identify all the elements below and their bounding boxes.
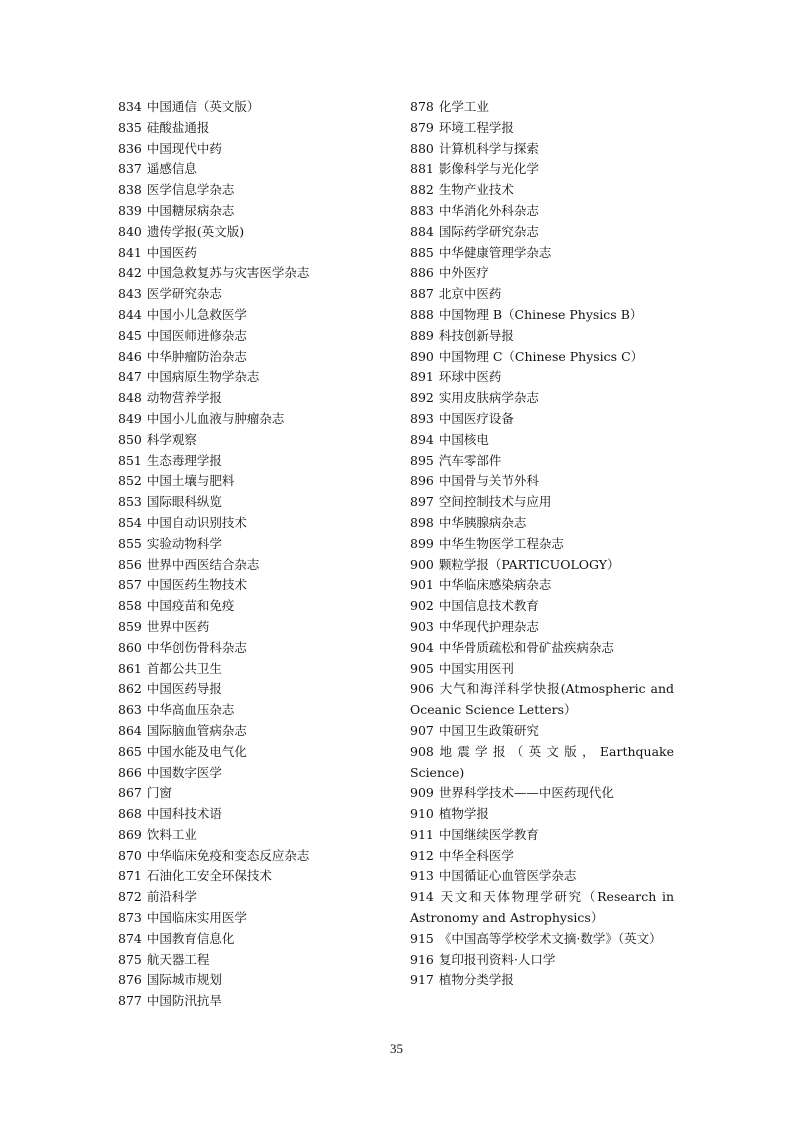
journal-entry bbox=[118, 180, 368, 201]
journal-number: 853 bbox=[118, 494, 142, 510]
journal-entry bbox=[410, 929, 674, 950]
journal-title: 世界中医药 bbox=[146, 618, 210, 634]
journal-number: 849 bbox=[118, 410, 142, 426]
journal-number: 908 bbox=[410, 743, 434, 759]
journal-entry bbox=[410, 617, 674, 638]
journal-title: 中华骨质疏松和骨矿盐疾病杂志 bbox=[438, 639, 614, 655]
journal-entry bbox=[410, 555, 674, 576]
journal-number: 892 bbox=[410, 390, 434, 406]
journal-entry bbox=[410, 846, 674, 867]
journal-title: 实验动物科学 bbox=[146, 535, 222, 551]
journal-number: 857 bbox=[118, 577, 142, 593]
journal-entry bbox=[410, 430, 674, 451]
journal-number: 877 bbox=[118, 993, 142, 1009]
journal-number: 872 bbox=[118, 889, 142, 905]
page-number: 35 bbox=[390, 1041, 403, 1056]
journal-entry bbox=[410, 451, 674, 472]
journal-entry bbox=[118, 555, 368, 576]
journal-title: 中国自动识别技术 bbox=[146, 514, 247, 530]
journal-title: 遥感信息 bbox=[146, 161, 197, 177]
journal-number: 891 bbox=[410, 369, 434, 385]
journal-entry bbox=[410, 222, 674, 243]
journal-number: 914 bbox=[410, 889, 434, 905]
journal-title: 中华胰腺病杂志 bbox=[438, 514, 527, 530]
journal-entry bbox=[118, 326, 368, 347]
journal-entry bbox=[118, 617, 368, 638]
journal-title: 中国骨与关节外科 bbox=[438, 473, 539, 489]
journal-entry bbox=[410, 950, 674, 971]
journal-title: 中国医师进修杂志 bbox=[146, 327, 247, 343]
journal-entry bbox=[118, 367, 368, 388]
journal-number: 858 bbox=[118, 598, 142, 614]
journal-title: 中华现代护理杂志 bbox=[438, 618, 539, 634]
journal-number: 880 bbox=[410, 140, 434, 156]
journal-title: 北京中医药 bbox=[438, 286, 502, 302]
journal-number: 874 bbox=[118, 930, 142, 946]
journal-entry bbox=[410, 180, 674, 201]
journal-number: 841 bbox=[118, 244, 142, 260]
journal-number: 871 bbox=[118, 868, 142, 884]
journal-number: 901 bbox=[410, 577, 434, 593]
journal-number: 843 bbox=[118, 286, 142, 302]
journal-entry bbox=[410, 367, 674, 388]
journal-entry bbox=[118, 118, 368, 139]
journal-entry bbox=[118, 97, 368, 118]
journal-number: 868 bbox=[118, 806, 142, 822]
journal-title: 环球中医药 bbox=[438, 369, 502, 385]
journal-number: 879 bbox=[410, 119, 434, 135]
journal-number: 897 bbox=[410, 494, 434, 510]
journal-entry bbox=[410, 97, 674, 118]
journal-number: 884 bbox=[410, 223, 434, 239]
journal-title: 中国小儿血液与肿瘤杂志 bbox=[146, 410, 285, 426]
journal-entry bbox=[118, 700, 368, 721]
journal-entry bbox=[118, 263, 368, 284]
journal-entry bbox=[118, 804, 368, 825]
journal-title: 实用皮肤病学杂志 bbox=[438, 390, 539, 406]
journal-number: 900 bbox=[410, 556, 434, 572]
journal-number: 838 bbox=[118, 182, 142, 198]
journal-number: 899 bbox=[410, 535, 434, 551]
journal-number: 854 bbox=[118, 514, 142, 530]
journal-number: 887 bbox=[410, 286, 434, 302]
journal-title: 《中国高等学校学术文摘·数学》（英文） bbox=[438, 930, 662, 946]
journal-number: 834 bbox=[118, 99, 142, 114]
journal-number: 902 bbox=[410, 598, 434, 614]
journal-title: 中国现代中药 bbox=[146, 140, 222, 156]
journal-title: 中国物理 B（Chinese Physics B） bbox=[438, 306, 643, 322]
journal-entry bbox=[118, 721, 368, 742]
journal-number: 916 bbox=[410, 951, 434, 967]
journal-title: 饮料工业 bbox=[146, 826, 197, 842]
journal-title: 硅酸盐通报 bbox=[146, 119, 210, 135]
journal-number: 895 bbox=[410, 452, 434, 468]
journal-entry bbox=[410, 409, 674, 430]
journal-number: 848 bbox=[118, 390, 142, 406]
journal-number: 873 bbox=[118, 910, 142, 926]
journal-entry bbox=[118, 575, 368, 596]
journal-number: 888 bbox=[410, 306, 434, 322]
journal-entry bbox=[410, 575, 674, 596]
journal-list-left-column bbox=[118, 97, 368, 1012]
journal-entry bbox=[410, 887, 674, 929]
journal-entry bbox=[410, 659, 674, 680]
journal-entry bbox=[410, 804, 674, 825]
journal-title: 中华生物医学工程杂志 bbox=[438, 535, 564, 551]
journal-entry bbox=[118, 763, 368, 784]
journal-number: 862 bbox=[118, 681, 142, 697]
journal-title: 化学工业 bbox=[438, 99, 489, 114]
journal-number: 893 bbox=[410, 410, 434, 426]
journal-title: 医学研究杂志 bbox=[146, 286, 222, 302]
journal-title: 首都公共卫生 bbox=[146, 660, 222, 676]
journal-entry bbox=[118, 783, 368, 804]
journal-entry bbox=[410, 201, 674, 222]
journal-title: 中国物理 C（Chinese Physics C） bbox=[438, 348, 644, 364]
journal-number: 851 bbox=[118, 452, 142, 468]
journal-entry bbox=[410, 513, 674, 534]
journal-title: 中国水能及电气化 bbox=[146, 743, 247, 759]
journal-entry bbox=[118, 284, 368, 305]
journal-title: 地 震 学 报 （ 英 文 版 ， Earthquake Science) bbox=[410, 743, 674, 780]
journal-number: 898 bbox=[410, 514, 434, 530]
journal-number: 864 bbox=[118, 722, 142, 738]
journal-title: 大气和海洋科学快报(Atmospheric and Oceanic Science Letters） bbox=[410, 681, 674, 718]
journal-entry bbox=[118, 513, 368, 534]
journal-title: 植物学报 bbox=[438, 806, 489, 822]
journal-title: 中国科技术语 bbox=[146, 806, 222, 822]
journal-title: 国际脑血管病杂志 bbox=[146, 722, 247, 738]
journal-entry bbox=[410, 783, 674, 804]
journal-title: 中国数字医学 bbox=[146, 764, 222, 780]
journal-title: 汽车零部件 bbox=[438, 452, 502, 468]
journal-number: 882 bbox=[410, 182, 434, 198]
journal-title: 中国临床实用医学 bbox=[146, 910, 247, 926]
journal-number: 852 bbox=[118, 473, 142, 489]
journal-entry bbox=[410, 347, 674, 368]
journal-number: 913 bbox=[410, 868, 434, 884]
journal-number: 861 bbox=[118, 660, 142, 676]
journal-entry bbox=[410, 742, 674, 784]
journal-number: 910 bbox=[410, 806, 434, 822]
journal-entry bbox=[410, 721, 674, 742]
journal-title: 中国土壤与肥料 bbox=[146, 473, 235, 489]
journal-entry bbox=[118, 970, 368, 991]
journal-title: 医学信息学杂志 bbox=[146, 182, 235, 198]
journal-title: 前沿科学 bbox=[146, 889, 197, 905]
journal-number: 836 bbox=[118, 140, 142, 156]
journal-entry bbox=[410, 679, 674, 721]
journal-entry bbox=[118, 846, 368, 867]
journal-number: 890 bbox=[410, 348, 434, 364]
journal-entry bbox=[118, 243, 368, 264]
journal-title: 门窗 bbox=[146, 785, 172, 801]
journal-title: 颗粒学报（PARTICUOLOGY） bbox=[438, 556, 620, 572]
journal-number: 867 bbox=[118, 785, 142, 801]
journal-number: 905 bbox=[410, 660, 434, 676]
journal-title: 计算机科学与探索 bbox=[438, 140, 539, 156]
journal-title: 中国继续医学教育 bbox=[438, 826, 539, 842]
journal-title: 遗传学报(英文版) bbox=[146, 223, 245, 239]
journal-entry bbox=[410, 243, 674, 264]
journal-number: 866 bbox=[118, 764, 142, 780]
journal-number: 839 bbox=[118, 202, 142, 218]
journal-number: 915 bbox=[410, 930, 434, 946]
journal-number: 865 bbox=[118, 743, 142, 759]
journal-title: 生物产业技术 bbox=[438, 182, 514, 198]
journal-title: 动物营养学报 bbox=[146, 390, 222, 406]
journal-entry bbox=[410, 970, 674, 991]
journal-entry bbox=[118, 596, 368, 617]
journal-title: 中国实用医刊 bbox=[438, 660, 514, 676]
journal-entry bbox=[118, 305, 368, 326]
journal-number: 855 bbox=[118, 535, 142, 551]
journal-title: 空间控制技术与应用 bbox=[438, 494, 552, 510]
journal-number: 896 bbox=[410, 473, 434, 489]
journal-entry bbox=[118, 908, 368, 929]
journal-title: 中华临床免疫和变态反应杂志 bbox=[146, 847, 310, 863]
journal-title: 中国急救复苏与灾害医学杂志 bbox=[146, 265, 310, 281]
journal-title: 世界中西医结合杂志 bbox=[146, 556, 260, 572]
journal-entry bbox=[118, 929, 368, 950]
journal-title: 植物分类学报 bbox=[438, 972, 514, 988]
journal-number: 863 bbox=[118, 702, 142, 718]
journal-number: 870 bbox=[118, 847, 142, 863]
journal-title: 中国信息技术教育 bbox=[438, 598, 539, 614]
journal-title: 科学观察 bbox=[146, 431, 197, 447]
journal-entry bbox=[410, 596, 674, 617]
journal-number: 903 bbox=[410, 618, 434, 634]
journal-entry bbox=[410, 638, 674, 659]
journal-title: 中外医疗 bbox=[438, 265, 489, 281]
journal-entry bbox=[118, 991, 368, 1012]
journal-entry bbox=[118, 825, 368, 846]
journal-entry bbox=[118, 409, 368, 430]
journal-list-right-column bbox=[410, 97, 674, 991]
journal-title: 中华健康管理学杂志 bbox=[438, 244, 552, 260]
journal-title: 影像科学与光化学 bbox=[438, 161, 539, 177]
journal-entry bbox=[118, 388, 368, 409]
journal-title: 中华临床感染病杂志 bbox=[438, 577, 552, 593]
journal-entry bbox=[118, 139, 368, 160]
journal-title: 中国医药生物技术 bbox=[146, 577, 247, 593]
journal-entry bbox=[118, 451, 368, 472]
journal-entry bbox=[118, 887, 368, 908]
journal-title: 中国教育信息化 bbox=[146, 930, 235, 946]
journal-entry bbox=[118, 679, 368, 700]
journal-number: 886 bbox=[410, 265, 434, 281]
journal-number: 860 bbox=[118, 639, 142, 655]
journal-entry bbox=[410, 492, 674, 513]
journal-number: 912 bbox=[410, 847, 434, 863]
journal-title: 航天器工程 bbox=[146, 951, 210, 967]
journal-title: 世界科学技术——中医药现代化 bbox=[438, 785, 614, 801]
journal-entry bbox=[118, 430, 368, 451]
journal-title: 中国糖尿病杂志 bbox=[146, 202, 235, 218]
journal-entry bbox=[118, 471, 368, 492]
journal-title: 中国疫苗和免疫 bbox=[146, 598, 235, 614]
journal-title: 中国循证心血管医学杂志 bbox=[438, 868, 577, 884]
journal-entry bbox=[118, 866, 368, 887]
journal-number: 844 bbox=[118, 306, 142, 322]
journal-number: 876 bbox=[118, 972, 142, 988]
journal-entry bbox=[410, 263, 674, 284]
journal-title: 复印报刊资料·人口学 bbox=[438, 951, 556, 967]
journal-number: 907 bbox=[410, 722, 434, 738]
journal-number: 911 bbox=[410, 826, 434, 842]
journal-number: 840 bbox=[118, 223, 142, 239]
journal-title: 中国医疗设备 bbox=[438, 410, 514, 426]
journal-entry bbox=[118, 534, 368, 555]
journal-entry bbox=[410, 284, 674, 305]
journal-title: 中国通信（英文版） bbox=[146, 99, 260, 114]
journal-title: 环境工程学报 bbox=[438, 119, 514, 135]
journal-title: 中国医药 bbox=[146, 244, 197, 260]
journal-number: 856 bbox=[118, 556, 142, 572]
journal-entry bbox=[118, 222, 368, 243]
journal-title: 生态毒理学报 bbox=[146, 452, 222, 468]
journal-title: 天文和天体物理学研究（Research in Astronomy and Astrophysics） bbox=[410, 889, 674, 926]
journal-entry bbox=[410, 159, 674, 180]
journal-number: 917 bbox=[410, 972, 434, 988]
journal-title: 中华高血压杂志 bbox=[146, 702, 235, 718]
journal-title: 中国医药导报 bbox=[146, 681, 222, 697]
journal-title: 国际眼科纵览 bbox=[146, 494, 222, 510]
journal-number: 909 bbox=[410, 785, 434, 801]
journal-number: 906 bbox=[410, 681, 434, 697]
journal-entry bbox=[410, 825, 674, 846]
journal-number: 894 bbox=[410, 431, 434, 447]
journal-entry bbox=[410, 866, 674, 887]
journal-entry bbox=[410, 118, 674, 139]
journal-number: 883 bbox=[410, 202, 434, 218]
journal-title: 石油化工安全环保技术 bbox=[146, 868, 272, 884]
journal-number: 885 bbox=[410, 244, 434, 260]
journal-title: 中国小儿急救医学 bbox=[146, 306, 247, 322]
journal-title: 中国病原生物学杂志 bbox=[146, 369, 260, 385]
journal-entry bbox=[118, 159, 368, 180]
journal-number: 842 bbox=[118, 265, 142, 281]
journal-title: 国际城市规划 bbox=[146, 972, 222, 988]
journal-title: 中国防汛抗旱 bbox=[146, 993, 222, 1009]
journal-title: 国际药学研究杂志 bbox=[438, 223, 539, 239]
journal-entry bbox=[410, 139, 674, 160]
journal-number: 904 bbox=[410, 639, 434, 655]
journal-number: 845 bbox=[118, 327, 142, 343]
journal-entry bbox=[118, 638, 368, 659]
journal-number: 835 bbox=[118, 119, 142, 135]
journal-entry bbox=[118, 742, 368, 763]
journal-entry bbox=[410, 388, 674, 409]
journal-title: 中华消化外科杂志 bbox=[438, 202, 539, 218]
journal-number: 875 bbox=[118, 951, 142, 967]
journal-number: 846 bbox=[118, 348, 142, 364]
journal-title: 中国核电 bbox=[438, 431, 489, 447]
journal-number: 837 bbox=[118, 161, 142, 177]
journal-entry bbox=[118, 492, 368, 513]
journal-number: 889 bbox=[410, 327, 434, 343]
journal-number: 859 bbox=[118, 618, 142, 634]
journal-entry bbox=[410, 305, 674, 326]
journal-number: 847 bbox=[118, 369, 142, 385]
journal-entry bbox=[118, 950, 368, 971]
journal-title: 中华肿瘤防治杂志 bbox=[146, 348, 247, 364]
journal-number: 850 bbox=[118, 431, 142, 447]
journal-number: 881 bbox=[410, 161, 434, 177]
journal-number: 869 bbox=[118, 826, 142, 842]
journal-entry bbox=[118, 347, 368, 368]
journal-entry bbox=[410, 534, 674, 555]
journal-entry bbox=[410, 471, 674, 492]
journal-number: 878 bbox=[410, 99, 434, 114]
journal-title: 中华创伤骨科杂志 bbox=[146, 639, 247, 655]
journal-title: 中国卫生政策研究 bbox=[438, 722, 539, 738]
journal-entry bbox=[118, 659, 368, 680]
journal-title: 中华全科医学 bbox=[438, 847, 514, 863]
journal-title: 科技创新导报 bbox=[438, 327, 514, 343]
journal-entry bbox=[410, 326, 674, 347]
journal-entry bbox=[118, 201, 368, 222]
